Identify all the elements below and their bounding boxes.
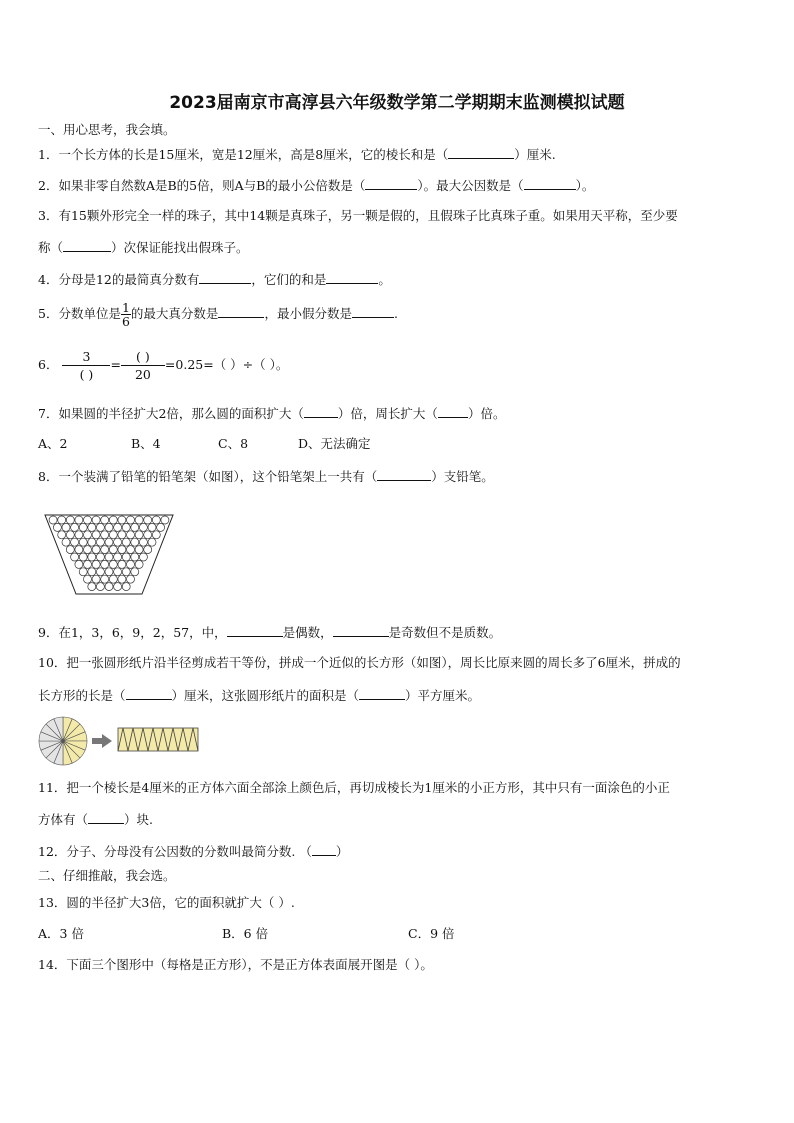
question-11-line-2: 方体有（ ）块. (38, 812, 153, 827)
pencil-circle (92, 546, 100, 554)
pencil-circle (92, 516, 100, 524)
question-9: 9．在1，3，6，9，2，57，中， 是偶数， 是奇数但不是质数。 (38, 625, 502, 640)
question-11-line-1: 11．把一个棱长是4厘米的正方体六面全部涂上颜色后，再切成棱长为1厘米的小正方形，其中只有一面涂色的小正 (38, 780, 670, 795)
pencil-circle (96, 538, 104, 546)
pencil-circle (92, 575, 100, 583)
question-number: 14． (38, 957, 67, 972)
question-5: 5．分数单位是 $\frac{1}{6}$ 的最大真分数是 ，最小假分数是 . (38, 300, 398, 329)
pencil-circle (66, 531, 74, 539)
answer-blank[interactable] (326, 271, 378, 284)
answer-blank[interactable] (218, 305, 264, 318)
question-10-line-2: 长方形的长是（ ）厘米，这张圆形纸片的面积是（ ）平方厘米。 (38, 688, 481, 703)
pencil-circle (71, 538, 79, 546)
pencil-circle (131, 523, 139, 531)
answer-blank[interactable] (377, 468, 431, 481)
option-c[interactable]: C、8 (218, 436, 249, 451)
pencil-circle (101, 516, 109, 524)
pencil-circle (152, 516, 160, 524)
answer-blank[interactable] (438, 405, 468, 418)
question-number: 10． (38, 655, 67, 670)
pencil-circle (79, 538, 87, 546)
answer-blank[interactable] (63, 239, 111, 252)
pencil-circle (131, 568, 139, 576)
pencil-circle (88, 538, 96, 546)
arrow-head (102, 734, 112, 748)
pencil-circle (109, 560, 117, 568)
pencil-circle (88, 553, 96, 561)
pencil-circle (84, 575, 92, 583)
pencil-circle (105, 568, 113, 576)
rectangle-outline (118, 728, 198, 751)
pencil-circle (53, 523, 61, 531)
pencil-circle (88, 583, 96, 591)
pencil-circle (122, 538, 130, 546)
pencil-circle (105, 538, 113, 546)
question-number: 13． (38, 895, 67, 910)
answer-blank[interactable] (312, 843, 336, 856)
pencil-circle (84, 516, 92, 524)
pencil-circle (114, 523, 122, 531)
fraction-blank-over-20: $\frac{( )}{20}$ (121, 348, 165, 383)
arrow-shaft (92, 738, 102, 744)
pencil-circle (127, 516, 135, 524)
fraction-one-sixth: $\frac{1}{6}$ (121, 300, 130, 329)
pencil-circle (92, 560, 100, 568)
page-title: 2023届南京市高淳县六年级数学第二学期期末监测模拟试题 (169, 93, 625, 113)
answer-blank[interactable] (199, 271, 251, 284)
pencil-circle (118, 516, 126, 524)
question-10-line-1: 10．把一张圆形纸片沿半径剪成若干等份，拼成一个近似的长方形（如图），周长比原来圆的周长多了6厘米，拼成的 (38, 655, 681, 670)
pencil-circle (101, 531, 109, 539)
question-2: 2．如果非零自然数A是B的5倍，则A与B的最小公倍数是（ ）。最大公因数是（ ）。 (38, 178, 595, 193)
pencil-circle (75, 546, 83, 554)
pencil-circle (152, 531, 160, 539)
pencil-circle (84, 531, 92, 539)
pencil-circle (122, 523, 130, 531)
pencil-circle (101, 560, 109, 568)
pencil-circle (58, 516, 66, 524)
pencil-circle (122, 568, 130, 576)
pencil-circle (105, 523, 113, 531)
fraction-3-over-blank: $\frac{3}{( )}$ (62, 348, 110, 383)
pencil-circle (118, 546, 126, 554)
answer-blank[interactable] (524, 177, 576, 190)
section-heading-1: 一、用心思考，我会填。 (38, 122, 176, 137)
option-c[interactable]: C．9 倍 (408, 926, 455, 941)
pencil-circle (127, 546, 135, 554)
pencil-circle (144, 546, 152, 554)
pencil-circle (131, 538, 139, 546)
circle-to-rectangle-figure (38, 716, 204, 766)
option-d[interactable]: D、无法确定 (298, 436, 371, 451)
pencil-circle (88, 568, 96, 576)
question-number: 8． (38, 469, 59, 484)
pencil-circle (157, 523, 165, 531)
question-6: 6． $\frac{3}{( )}$ = $\frac{( )}{20}$ =0.25=（ ）÷（ ）。 (38, 349, 289, 382)
question-13-options (38, 926, 758, 942)
pencil-circle (62, 523, 70, 531)
pencil-circle (71, 553, 79, 561)
question-number: 2． (38, 178, 59, 193)
question-number: 9． (38, 625, 59, 640)
pencil-circle (96, 523, 104, 531)
pencil-circle (49, 516, 57, 524)
pencil-circle (135, 531, 143, 539)
pencil-circle (105, 583, 113, 591)
pencil-holder-figure (44, 514, 174, 600)
pencil-circle (88, 523, 96, 531)
pencil-circle (131, 553, 139, 561)
pencil-circle (135, 546, 143, 554)
pencil-circle (114, 583, 122, 591)
pencil-circle (122, 583, 130, 591)
answer-blank[interactable] (333, 624, 389, 637)
pencil-circle (109, 546, 117, 554)
question-4: 4．分母是12的最简真分数有 ，它们的和是 。 (38, 272, 391, 287)
question-7: 7．如果圆的半径扩大2倍，那么圆的面积扩大（ ）倍，周长扩大（ ）倍。 (38, 406, 506, 421)
pencil-circle (118, 531, 126, 539)
pencil-circle (127, 531, 135, 539)
question-number: 1． (38, 147, 59, 162)
answer-blank[interactable] (126, 687, 172, 700)
pencil-circle (109, 531, 117, 539)
pencil-circle (114, 568, 122, 576)
pencil-circle (79, 568, 87, 576)
question-3-line-1: 3．有15颗外形完全一样的珠子，其中14颗是真珠子，另一颗是假的，且假珠子比真珠子重。如果用天平称，至少要 (38, 208, 678, 223)
pencil-circle (127, 560, 135, 568)
question-number: 5． (38, 306, 59, 321)
question-8: 8．一个装满了铅笔的铅笔架（如图），这个铅笔架上一共有（ ）支铅笔。 (38, 469, 494, 484)
option-a[interactable]: A、2 (38, 436, 68, 451)
holder-outline (45, 515, 173, 594)
pencil-circle (118, 575, 126, 583)
pencil-circle (139, 523, 147, 531)
pencil-circle (114, 553, 122, 561)
pencil-circle (135, 560, 143, 568)
option-b[interactable]: B、4 (131, 436, 161, 451)
pencil-circle (96, 568, 104, 576)
answer-blank[interactable] (88, 811, 124, 824)
question-14: 14．下面三个图形中（每格是正方形），不是正方体表面展开图是（ ）。 (38, 957, 433, 972)
question-13: 13．圆的半径扩大3倍，它的面积就扩大（ ）. (38, 895, 295, 910)
option-a[interactable]: A．3 倍 (38, 926, 84, 941)
pencil-circle (75, 560, 83, 568)
pencil-circle (58, 531, 66, 539)
question-number: 11． (38, 780, 67, 795)
question-number: 4． (38, 272, 59, 287)
pencil-circle (79, 523, 87, 531)
question-12: 12．分子、分母没有公因数的分数叫最简分数. （ ） (38, 844, 349, 859)
pencil-circle (118, 560, 126, 568)
pencil-circle (66, 516, 74, 524)
pencil-circle (135, 516, 143, 524)
pencil-circle (66, 546, 74, 554)
pencil-circle (109, 516, 117, 524)
answer-blank[interactable] (304, 405, 338, 418)
pencil-circle (127, 575, 135, 583)
pencil-circle (96, 583, 104, 591)
pencil-circle (139, 553, 147, 561)
pencil-circle (148, 523, 156, 531)
pencil-circle (71, 523, 79, 531)
pencil-circle (101, 575, 109, 583)
answer-blank[interactable] (352, 305, 394, 318)
pencil-circle (144, 531, 152, 539)
pencil-circle (96, 553, 104, 561)
pencil-circle (84, 560, 92, 568)
option-b[interactable]: B．6 倍 (222, 926, 269, 941)
question-number: 3． (38, 208, 59, 223)
pencil-circle (114, 538, 122, 546)
answer-blank[interactable] (359, 687, 405, 700)
answer-blank[interactable] (227, 624, 283, 637)
question-7-options (38, 436, 758, 452)
question-3-line-2: 称（ ）次保证能找出假珠子。 (38, 240, 249, 255)
pencil-circle (122, 553, 130, 561)
section-heading-2: 二、仔细推敲，我会选。 (38, 868, 176, 883)
pencil-circle (144, 516, 152, 524)
pencil-circle (139, 538, 147, 546)
pencil-circle (161, 516, 169, 524)
pencil-circle (92, 531, 100, 539)
pencil-circle (79, 553, 87, 561)
pencil-circle (148, 538, 156, 546)
answer-blank[interactable] (448, 146, 514, 159)
answer-blank[interactable] (365, 177, 417, 190)
pencil-circle (62, 538, 70, 546)
question-number: 12． (38, 844, 67, 859)
question-number: 6． (38, 357, 59, 372)
pencil-circle (109, 575, 117, 583)
pencil-circle (75, 516, 83, 524)
pencil-circle (105, 553, 113, 561)
question-number: 7． (38, 406, 59, 421)
pencil-circle (75, 531, 83, 539)
pencil-circle (101, 546, 109, 554)
pencil-circle (84, 546, 92, 554)
question-1: 1．一个长方体的长是15厘米，宽是12厘米，高是8厘米，它的棱长和是（ ）厘米. (38, 147, 556, 162)
